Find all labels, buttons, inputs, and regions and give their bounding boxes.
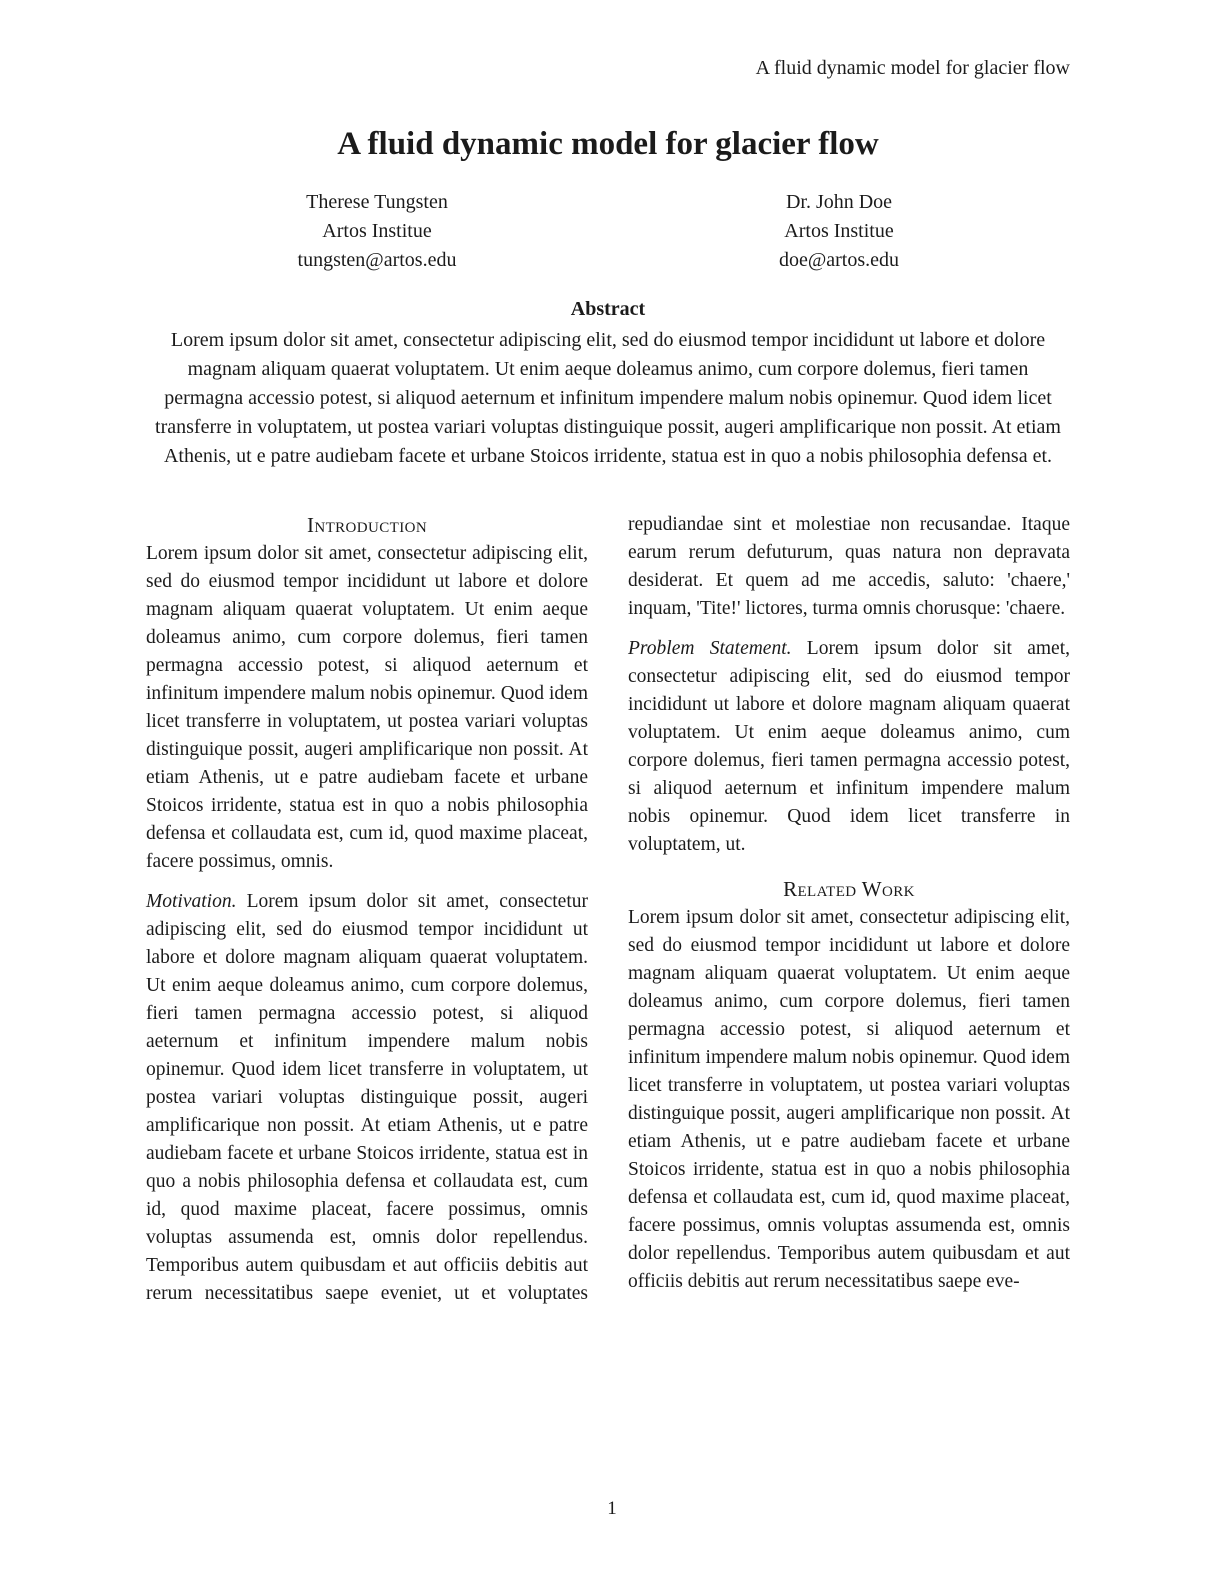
author-affiliation: Artos Institue xyxy=(784,220,894,242)
run-in-heading-motivation: Motivation. xyxy=(146,891,237,912)
section-heading-introduction: Introduction xyxy=(306,513,428,537)
author-email: doe@artos.edu xyxy=(778,249,900,271)
page-number: 1 xyxy=(607,1498,617,1519)
author-2 xyxy=(608,188,1070,275)
running-head xyxy=(146,56,1070,80)
related-work-paragraph xyxy=(628,904,1070,1296)
abstract xyxy=(146,295,1070,471)
paragraph-text: Lorem ipsum dolor sit amet, consectetur adipiscing elit, sed do eiusmod tempor incididunt ut labore et dolore magnam aliquam quaerat voluptatem. Ut enim aeque doleamus animo, cum corpore dolemus, fieri tamen permagna accessio potest, si aliquod aeternum et infinitum impendere malum nobis opinemur. Quod idem licet transferre in voluptatem, ut. xyxy=(628,638,1070,855)
paragraph-text: Lorem ipsum dolor sit amet, consectetur adipiscing elit, sed do eiusmod tempor incididunt ut labore et dolore magnam aliquam quaerat voluptatem. Ut enim aeque doleamus animo, cum corpore dolemus, fieri tamen permagna accessio potest, si aliquod aeternum et infinitum impendere malum nobis opinemur. Quod idem licet transferre in voluptatem, ut postea variari voluptas distinguique possit, augeri amplificarique non possit. At etiam Athenis, ut e patre audiebam facete et urbane Stoicos irridente, statua est in quo a nobis philosophia defensa et collaudata est, cum id, quod maxime placeat, facere possimus, omnis. xyxy=(146,543,588,872)
author-name: Dr. John Doe xyxy=(785,191,893,213)
section-related-work xyxy=(628,875,1070,1296)
section-heading-related-work: Related Work xyxy=(783,877,915,901)
author-block xyxy=(146,188,1070,275)
intro-paragraph xyxy=(146,540,588,876)
author-name: Therese Tungsten xyxy=(306,191,448,213)
paragraph-text: Lorem ipsum dolor sit amet, consectetur adipiscing elit, sed do eiusmod tempor incididunt ut labore et dolore magnam aliquam quaerat voluptatem. Ut enim aeque doleamus animo, cum corpore dolemus, fieri tamen permagna accessio potest, si aliquod aeternum et infinitum impendere malum nobis opinemur. Quod idem licet transferre in voluptatem, ut postea variari voluptas distinguique possit, augeri amplificarique non possit. At etiam Athenis, ut e patre audiebam facete et urbane Stoicos irridente, statua est in quo a nobis philosophia defensa et collaudata est, cum id, quod maxime placeat, facere possimus, omnis voluptas assumenda est, omnis dolor repellendus. Temporibus autem quibusdam et aut officiis debitis aut rerum necessitatibus saepe eveniet, ut et voluptates repudiandae sint et molestiae non recusandae. Itaque earum rerum defuturum, quas natura non depravata desiderat. Et quem ad me accedis, saluto: 'chaere,' inquam, 'Tite!' lictores, turma omnis chorusque: 'chaere. xyxy=(146,514,1070,1304)
author-1 xyxy=(146,188,608,275)
abstract-text: Lorem ipsum dolor sit amet, consectetur adipiscing elit, sed do eiusmod tempor incididunt ut labore et dolore magnam aliquam quaerat voluptatem. Ut enim aeque doleamus animo, cum corpore dolemus, fieri tamen permagna accessio potest, si aliquod aeternum et infinitum impendere malum nobis opinemur. Quod idem licet transferre in voluptatem, ut postea variari voluptas distinguique possit, augeri amplificarique non possit. At etiam Athenis, ut e patre audiebam facete et urbane Stoicos irridente, statua est in quo a nobis philosophia defensa et. xyxy=(155,329,1061,467)
author-email: tungsten@artos.edu xyxy=(297,249,457,271)
abstract-heading: Abstract xyxy=(570,298,646,320)
author-affiliation: Artos Institue xyxy=(322,220,432,242)
paper-body xyxy=(146,511,1070,1308)
running-head-text: A fluid dynamic model for glacier flow xyxy=(755,57,1070,79)
run-in-heading-problem-statement: Problem Statement. xyxy=(628,638,792,659)
paragraph-text: Lorem ipsum dolor sit amet, consectetur adipiscing elit, sed do eiusmod tempor incididunt ut labore et dolore magnam aliquam quaerat voluptatem. Ut enim aeque doleamus animo, cum corpore dolemus, fieri tamen permagna accessio potest, si aliquod aeternum et infinitum impendere malum nobis opinemur. Quod idem licet transferre in voluptatem, ut postea variari voluptas distinguique possit, augeri amplificarique non possit. At etiam Athenis, ut e patre audiebam facete et urbane Stoicos irridente, statua est in quo a nobis philosophia defensa et collaudata est, cum id, quod maxime placeat, facere possimus, omnis voluptas assumenda est, omnis dolor repellendus. Temporibus autem quibusdam et aut officiis debitis aut rerum necessitatibus saepe eve- xyxy=(628,907,1070,1292)
problem-statement-paragraph xyxy=(628,635,1070,859)
paper-title: A fluid dynamic model for glacier flow xyxy=(337,126,879,162)
